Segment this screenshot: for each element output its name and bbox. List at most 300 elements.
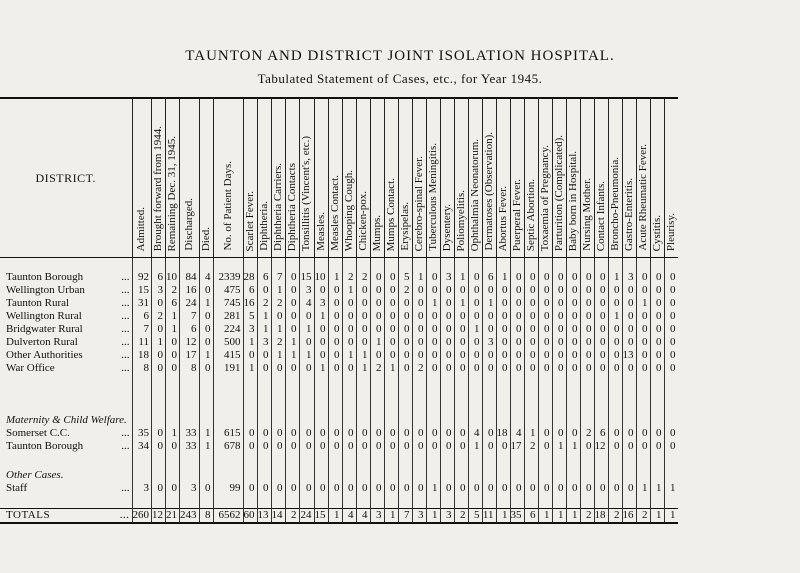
cell-value: 0 (314, 440, 328, 453)
leader-dots: ... (121, 349, 130, 361)
column-header-label: Pleurisy. (664, 212, 677, 251)
cell-value: 0 (370, 323, 384, 336)
cell-value: 0 (510, 271, 524, 284)
column-header (342, 98, 356, 258)
column-header-label: No. of Patient Days. (221, 161, 234, 251)
cell-value: 0 (650, 427, 664, 440)
cell-value: 4 (356, 509, 370, 524)
cell-value: 0 (636, 284, 650, 297)
cell-value: 3 (622, 271, 636, 284)
cell-value: 0 (257, 427, 271, 440)
cell-value: 1 (608, 271, 622, 284)
cell-value: 3 (243, 323, 257, 336)
cell-value: 0 (454, 427, 468, 440)
cell-value: 745 (213, 297, 243, 310)
cell-value: 0 (650, 284, 664, 297)
cell-value: 0 (608, 362, 622, 375)
cell-value: 0 (257, 440, 271, 453)
cell-value: 35 (132, 427, 152, 440)
cell-value: 0 (454, 349, 468, 362)
cell-value: 0 (664, 310, 678, 323)
cell-value: 0 (524, 336, 538, 349)
cell-value: 1 (342, 349, 356, 362)
column-header-label: Tonsillitis (Vincent's, etc.) (300, 135, 312, 251)
leader-dots: ... (121, 336, 130, 348)
cell-value: 0 (538, 271, 552, 284)
cell-value: 8 (199, 509, 213, 524)
cell-value: 415 (213, 349, 243, 362)
column-header (468, 98, 482, 258)
column-header (650, 98, 664, 258)
cell-value: 0 (538, 310, 552, 323)
cell-value: 0 (482, 362, 496, 375)
cell-value: 0 (510, 323, 524, 336)
district-name: Dulverton Rural (6, 336, 78, 348)
column-header (398, 98, 412, 258)
cell-value: 0 (622, 440, 636, 453)
cell-value: 0 (440, 362, 454, 375)
cell-value: 6 (243, 284, 257, 297)
cell-value: 0 (524, 323, 538, 336)
cell-value: 0 (594, 310, 608, 323)
cell-value: 191 (213, 362, 243, 375)
cell-value: 0 (257, 349, 271, 362)
cell-value: 1 (454, 297, 468, 310)
column-header-label: Poliomyelitis. (454, 189, 467, 251)
column-header-label: Erysipelas. (398, 202, 411, 251)
cell-value: 0 (664, 349, 678, 362)
column-header-label: Cerebro-spinal Fever. (412, 155, 425, 251)
cell-value: 0 (243, 440, 257, 453)
cell-value: 2 (580, 509, 594, 524)
cell-value: 6562 (213, 509, 243, 524)
cell-value: 0 (580, 310, 594, 323)
cell-value: 0 (524, 310, 538, 323)
cell-value: 0 (356, 284, 370, 297)
cell-value: 16 (622, 509, 636, 524)
cell-value: 0 (199, 284, 213, 297)
cell-value: 1 (314, 362, 328, 375)
cell-value: 0 (580, 482, 594, 495)
cell-value: 2339 (213, 271, 243, 284)
cell-value: 0 (384, 440, 398, 453)
district-name: Somerset C.C. (6, 427, 70, 439)
column-header (299, 98, 314, 258)
cell-value: 0 (342, 310, 356, 323)
column-header-label: Admitted. (135, 206, 148, 251)
district-column-header: DISTRICT. (0, 98, 132, 258)
column-header (384, 98, 398, 258)
column-header (199, 98, 213, 258)
cell-value: 0 (482, 349, 496, 362)
column-header-label: Discharged. (182, 198, 195, 251)
cell-value: 3 (440, 271, 454, 284)
cell-value: 0 (622, 427, 636, 440)
column-header-label: Measles. (314, 212, 327, 251)
cell-value: 0 (468, 297, 482, 310)
cell-value: 0 (342, 440, 356, 453)
cell-value: 3 (257, 336, 271, 349)
cell-value: 0 (608, 297, 622, 310)
cell-value: 0 (552, 482, 566, 495)
column-header-label: Diphtheria Carriers. (271, 163, 284, 251)
row-label (0, 349, 132, 362)
cell-value: 10 (166, 271, 180, 284)
cell-value: 0 (426, 336, 440, 349)
cell-value: 0 (398, 310, 412, 323)
cell-value: 6 (180, 323, 200, 336)
cell-value: 0 (510, 482, 524, 495)
cell-value: 0 (594, 271, 608, 284)
cell-value: 13 (257, 509, 271, 524)
cell-value: 0 (594, 297, 608, 310)
cell-value: 2 (412, 362, 426, 375)
row-label (0, 284, 132, 297)
cell-value: 0 (398, 427, 412, 440)
cell-value: 7 (132, 323, 152, 336)
cell-value: 0 (166, 440, 180, 453)
cell-value: 243 (180, 509, 200, 524)
column-header-label: Abortus Fever. (496, 185, 509, 251)
cell-value: 0 (328, 336, 342, 349)
cell-value: 0 (412, 310, 426, 323)
cell-value: 0 (524, 482, 538, 495)
cell-value: 1 (608, 310, 622, 323)
cell-value: 0 (580, 440, 594, 453)
section-heading-row (0, 466, 678, 482)
cell-value: 1 (152, 336, 166, 349)
cell-value: 0 (566, 362, 580, 375)
cell-value: 1 (664, 482, 678, 495)
cell-value: 0 (650, 297, 664, 310)
cell-value: 0 (257, 284, 271, 297)
row-label (0, 440, 132, 453)
cell-value: 0 (608, 336, 622, 349)
cell-value: 0 (566, 284, 580, 297)
cell-value: 0 (285, 323, 299, 336)
column-header-label: Dermatoses (Observation). (482, 132, 495, 251)
column-header-label: Acute Rheumatic Fever. (636, 144, 649, 251)
cell-value: 31 (132, 297, 152, 310)
cell-value: 0 (468, 362, 482, 375)
cell-value: 0 (594, 349, 608, 362)
cell-value: 0 (510, 362, 524, 375)
cell-value: 1 (370, 336, 384, 349)
column-header-label: Puerperal Fever. (510, 178, 523, 251)
cell-value: 0 (510, 336, 524, 349)
cell-value: 24 (180, 297, 200, 310)
cell-value: 0 (314, 349, 328, 362)
cell-value: 0 (594, 284, 608, 297)
column-header (285, 98, 299, 258)
row-label (0, 482, 132, 495)
cell-value: 0 (370, 427, 384, 440)
cell-value: 0 (608, 427, 622, 440)
cell-value: 0 (299, 336, 314, 349)
cell-value: 1 (426, 509, 440, 524)
cell-value: 0 (650, 362, 664, 375)
cell-value: 0 (370, 349, 384, 362)
cell-value: 0 (468, 336, 482, 349)
cell-value: 0 (664, 284, 678, 297)
cell-value: 0 (538, 297, 552, 310)
column-header-label: Scarlet Fever. (243, 190, 256, 251)
cell-value: 3 (440, 509, 454, 524)
cell-value: 0 (440, 440, 454, 453)
cell-value: 1 (496, 271, 510, 284)
cell-value: 0 (496, 323, 510, 336)
cell-value: 0 (524, 349, 538, 362)
cell-value: 0 (538, 482, 552, 495)
cell-value: 0 (538, 284, 552, 297)
cell-value: 1 (538, 509, 552, 524)
cell-value: 0 (454, 362, 468, 375)
column-header (412, 98, 426, 258)
column-header (314, 98, 328, 258)
row-label (0, 323, 132, 336)
cell-value: 2 (636, 509, 650, 524)
leader-dots: ... (119, 509, 130, 521)
cell-value: 0 (152, 297, 166, 310)
cell-value: 0 (342, 362, 356, 375)
column-header (271, 98, 285, 258)
cell-value: 1 (314, 310, 328, 323)
cell-value: 35 (510, 509, 524, 524)
cell-value: 0 (285, 440, 299, 453)
cell-value: 0 (622, 284, 636, 297)
cell-value: 0 (496, 362, 510, 375)
cell-value: 0 (664, 427, 678, 440)
cell-value: 0 (594, 323, 608, 336)
column-header (580, 98, 594, 258)
cell-value: 0 (166, 482, 180, 495)
cell-value: 0 (538, 427, 552, 440)
cell-value: 0 (496, 284, 510, 297)
leader-dots: ... (121, 440, 130, 452)
cell-value: 0 (664, 271, 678, 284)
cell-value: 0 (243, 482, 257, 495)
cell-value: 5 (243, 310, 257, 323)
column-header (328, 98, 342, 258)
column-header-label: Septic Abortion. (524, 178, 537, 251)
cell-value: 0 (566, 427, 580, 440)
cell-value: 0 (328, 427, 342, 440)
cell-value: 0 (664, 336, 678, 349)
cell-value: 1 (199, 440, 213, 453)
cell-value: 6 (594, 427, 608, 440)
cell-value: 0 (524, 271, 538, 284)
cell-value: 0 (328, 310, 342, 323)
column-header-label: Cystitis. (650, 214, 663, 251)
cell-value: 0 (552, 271, 566, 284)
row-label (0, 310, 132, 323)
cell-value: 1 (412, 271, 426, 284)
cell-value: 11 (132, 336, 152, 349)
cell-value: 0 (552, 310, 566, 323)
cell-value: 1 (166, 427, 180, 440)
cell-value: 0 (257, 362, 271, 375)
cell-value: 0 (440, 297, 454, 310)
district-name: Wellington Rural (6, 310, 82, 322)
cell-value: 0 (299, 440, 314, 453)
cell-value: 3 (132, 482, 152, 495)
cell-value: 8 (132, 362, 152, 375)
cell-value: 0 (426, 427, 440, 440)
leader-dots: ... (121, 427, 130, 439)
cell-value: 0 (566, 323, 580, 336)
table-row (0, 271, 678, 284)
cell-value: 16 (180, 284, 200, 297)
cell-value: 4 (299, 297, 314, 310)
cell-value: 0 (152, 349, 166, 362)
cell-value: 0 (454, 336, 468, 349)
cell-value: 0 (580, 336, 594, 349)
spacer-row (0, 375, 678, 388)
cell-value: 3 (412, 509, 426, 524)
cell-value: 2 (285, 509, 299, 524)
cell-value: 0 (636, 427, 650, 440)
cell-value: 0 (271, 362, 285, 375)
cell-value: 5 (398, 271, 412, 284)
row-label (0, 362, 132, 375)
column-header-label: Brought forward from 1944. (152, 125, 164, 251)
cell-value: 0 (552, 427, 566, 440)
cell-value: 1 (356, 362, 370, 375)
table-row (0, 323, 678, 336)
cell-value: 15 (314, 509, 328, 524)
column-header (496, 98, 510, 258)
cell-value: 1 (199, 349, 213, 362)
column-header-row (0, 98, 678, 258)
cell-value: 0 (636, 440, 650, 453)
cell-value: 0 (243, 349, 257, 362)
cell-value: 0 (384, 310, 398, 323)
cell-value: 0 (636, 323, 650, 336)
cell-value: 3 (482, 336, 496, 349)
cell-value: 1 (636, 482, 650, 495)
cell-value: 0 (510, 349, 524, 362)
cell-value: 0 (426, 323, 440, 336)
cell-value: 0 (152, 482, 166, 495)
cell-value: 1 (285, 349, 299, 362)
cell-value: 0 (622, 297, 636, 310)
cell-value: 0 (664, 323, 678, 336)
district-name: TOTALS (6, 509, 51, 521)
cell-value: 3 (314, 297, 328, 310)
cell-value: 0 (342, 297, 356, 310)
district-name: Other Authorities (6, 349, 83, 361)
cell-value: 0 (314, 482, 328, 495)
cell-value: 1 (166, 323, 180, 336)
cell-value: 18 (132, 349, 152, 362)
cell-value: 0 (482, 310, 496, 323)
cell-value: 0 (398, 440, 412, 453)
leader-dots: ... (121, 271, 130, 283)
cell-value: 0 (580, 362, 594, 375)
column-header-label: Baby born in Hospital. (566, 150, 579, 251)
column-header-label: Remaining Dec. 31, 1945. (166, 135, 178, 251)
leader-dots: ... (121, 297, 130, 309)
cell-value: 0 (594, 362, 608, 375)
cell-value: 18 (496, 427, 510, 440)
leader-dots: ... (121, 482, 130, 494)
cell-value: 0 (496, 440, 510, 453)
cell-value: 0 (356, 336, 370, 349)
cell-value: 0 (398, 336, 412, 349)
column-header-label: Broncho-Pneumonia. (608, 157, 621, 251)
cell-value: 1 (257, 310, 271, 323)
cell-value: 0 (636, 349, 650, 362)
column-header-label: Parturition (Complicated). (552, 134, 565, 251)
cell-value: 15 (299, 271, 314, 284)
cell-value: 0 (636, 310, 650, 323)
column-header (552, 98, 566, 258)
column-header-label: Gastro-Enteritis. (622, 177, 635, 251)
cell-value: 1 (552, 509, 566, 524)
column-header (622, 98, 636, 258)
cell-value: 0 (328, 297, 342, 310)
cell-value: 0 (440, 310, 454, 323)
cell-value: 2 (608, 509, 622, 524)
cell-value: 0 (285, 297, 299, 310)
cell-value: 6 (166, 297, 180, 310)
spacer-row (0, 453, 678, 466)
cell-value: 260 (132, 509, 152, 524)
cell-value: 224 (213, 323, 243, 336)
cell-value: 0 (398, 297, 412, 310)
cell-value: 0 (356, 440, 370, 453)
cell-value: 0 (314, 336, 328, 349)
cell-value: 1 (356, 349, 370, 362)
table-row (0, 349, 678, 362)
cell-value: 0 (342, 482, 356, 495)
cell-value: 6 (257, 271, 271, 284)
cell-value: 0 (412, 336, 426, 349)
cell-value: 1 (271, 349, 285, 362)
cell-value: 1 (257, 323, 271, 336)
cell-value: 0 (426, 284, 440, 297)
cell-value: 1 (664, 509, 678, 524)
district-name: Bridgwater Rural (6, 323, 83, 335)
cell-value: 0 (650, 323, 664, 336)
cell-value: 0 (580, 323, 594, 336)
cell-value: 0 (454, 284, 468, 297)
cell-value: 7 (271, 271, 285, 284)
cell-value: 2 (370, 362, 384, 375)
cell-value: 0 (454, 323, 468, 336)
column-header-label: Died. (199, 226, 212, 251)
cell-value: 0 (468, 349, 482, 362)
cell-value: 13 (622, 349, 636, 362)
cell-value: 1 (199, 427, 213, 440)
cell-value: 1 (328, 271, 342, 284)
cell-value: 1 (566, 509, 580, 524)
cell-value: 0 (650, 440, 664, 453)
cell-value: 1 (454, 271, 468, 284)
cell-value: 6 (132, 310, 152, 323)
cell-value: 1 (636, 297, 650, 310)
cell-value: 0 (398, 482, 412, 495)
cell-value: 0 (342, 427, 356, 440)
cell-value: 0 (566, 297, 580, 310)
cell-value: 0 (243, 427, 257, 440)
column-header (636, 98, 650, 258)
cell-value: 615 (213, 427, 243, 440)
cell-value: 0 (622, 323, 636, 336)
column-header (426, 98, 440, 258)
cell-value: 1 (271, 284, 285, 297)
cell-value: 0 (384, 482, 398, 495)
